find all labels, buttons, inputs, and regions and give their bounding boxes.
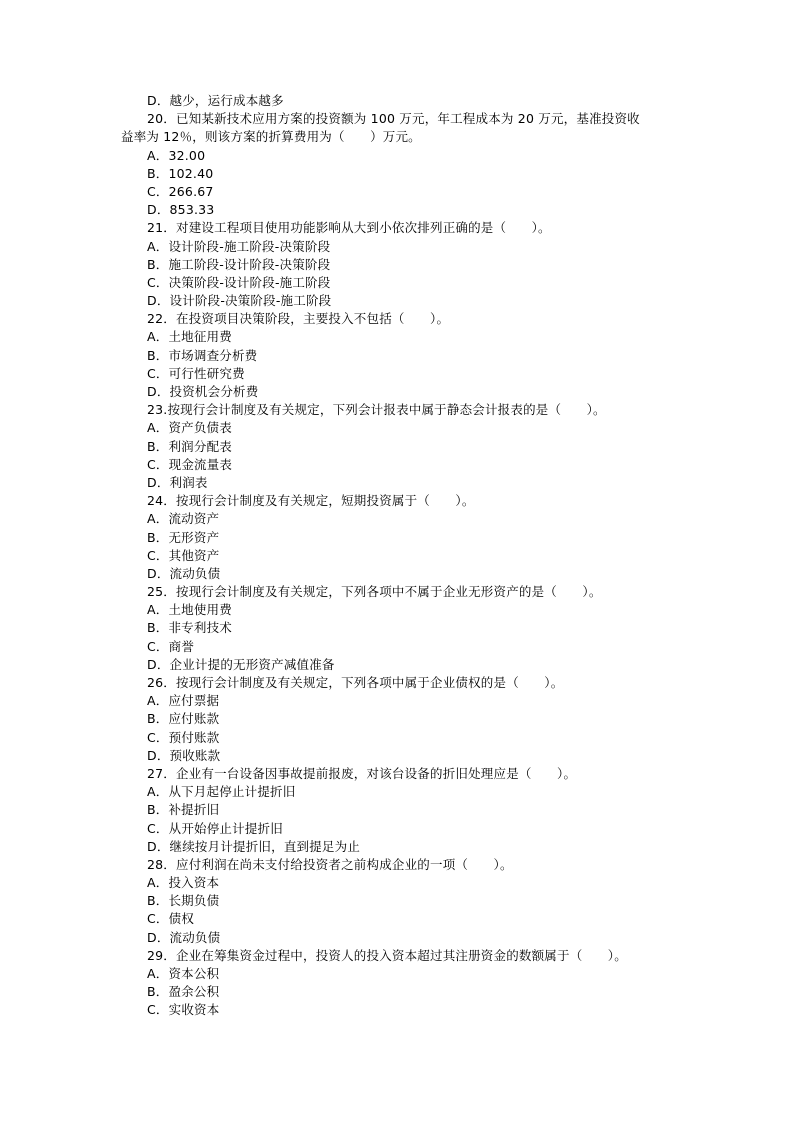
option-line: C．商誉 bbox=[147, 638, 195, 654]
option-line: D．853.33 bbox=[147, 202, 215, 218]
question-line: 27．企业有一台设备因事故提前报废，对该台设备的折旧处理应是（ ）。 bbox=[147, 765, 577, 781]
question-line: 21．对建设工程项目使用功能影响从大到小依次排列正确的是（ ）。 bbox=[147, 220, 551, 236]
question-line: 28．应付利润在尚未支付给投资者之前构成企业的一项（ ）。 bbox=[147, 856, 513, 872]
option-line: C．决策阶段-设计阶段-施工阶段 bbox=[147, 274, 331, 290]
option-line: B．无形资产 bbox=[147, 529, 220, 545]
option-line: B．利润分配表 bbox=[147, 438, 232, 454]
question-line: 20．已知某新技术应用方案的投资额为 100 万元，年工程成本为 20 万元，基准投资收 bbox=[147, 111, 640, 127]
option-line: C．从开始停止计提折旧 bbox=[147, 820, 283, 836]
option-line: A．土地使用费 bbox=[147, 602, 232, 618]
option-line: A．设计阶段-施工阶段-决策阶段 bbox=[147, 238, 331, 254]
option-line: D．流动负债 bbox=[147, 929, 221, 945]
option-line: C．其他资产 bbox=[147, 547, 220, 563]
option-line: A．资产负债表 bbox=[147, 420, 232, 436]
option-line: D．预收账款 bbox=[147, 747, 221, 763]
option-line: C．债权 bbox=[147, 911, 195, 927]
question-line: 22．在投资项目决策阶段，主要投入不包括（ ）。 bbox=[147, 311, 450, 327]
option-line: A．从下月起停止计提折旧 bbox=[147, 784, 296, 800]
option-line: D．企业计提的无形资产减值准备 bbox=[147, 656, 335, 672]
option-line: A．土地征用费 bbox=[147, 329, 232, 345]
option-line: D．越少，运行成本越多 bbox=[147, 93, 284, 108]
question-line: 23.按现行会计制度及有关规定，下列会计报表中属于静态会计报表的是（ ）。 bbox=[147, 402, 606, 418]
option-line: A．32.00 bbox=[147, 147, 206, 163]
option-line: A．资本公积 bbox=[147, 966, 220, 981]
option-line: D．继续按月计提折旧，直到提足为止 bbox=[147, 838, 361, 854]
question-line: 25．按现行会计制度及有关规定，下列各项中不属于企业无形资产的是（ ）。 bbox=[147, 584, 602, 600]
option-line: B．应付账款 bbox=[147, 711, 220, 727]
option-line: B．盈余公积 bbox=[147, 984, 220, 1000]
option-line: A．投入资本 bbox=[147, 875, 220, 891]
document-page bbox=[0, 92, 794, 1020]
option-line: D．利润表 bbox=[147, 474, 208, 490]
option-line: C．实收资本 bbox=[147, 1002, 220, 1018]
option-line: C．预付账款 bbox=[147, 729, 220, 745]
option-line: B．市场调查分析费 bbox=[147, 347, 258, 363]
option-line: D．流动负债 bbox=[147, 565, 221, 581]
option-line: D．投资机会分析费 bbox=[147, 384, 259, 399]
option-line: B．102.40 bbox=[147, 165, 214, 181]
option-line: D．设计阶段-决策阶段-施工阶段 bbox=[147, 293, 332, 309]
option-line: C．现金流量表 bbox=[147, 456, 233, 472]
option-line: A．流动资产 bbox=[147, 511, 220, 527]
option-line: B．施工阶段-设计阶段-决策阶段 bbox=[147, 256, 331, 272]
question-line: 26．按现行会计制度及有关规定，下列各项中属于企业债权的是（ ）。 bbox=[147, 675, 564, 690]
question-continuation-line: 益率为 12％，则该方案的折算费用为（ ）万元。 bbox=[121, 129, 421, 145]
question-line: 29．企业在筹集资金过程中，投资人的投入资本超过其注册资金的数额属于（ ）。 bbox=[147, 947, 627, 963]
option-line: C．可行性研究费 bbox=[147, 365, 245, 381]
option-line: B．补提折旧 bbox=[147, 802, 220, 818]
option-line: C．266.67 bbox=[147, 183, 214, 199]
option-line: B．非专利技术 bbox=[147, 620, 232, 636]
question-line: 24．按现行会计制度及有关规定，短期投资属于（ ）。 bbox=[147, 493, 475, 509]
option-line: B．长期负债 bbox=[147, 893, 220, 909]
option-line: A．应付票据 bbox=[147, 693, 220, 709]
